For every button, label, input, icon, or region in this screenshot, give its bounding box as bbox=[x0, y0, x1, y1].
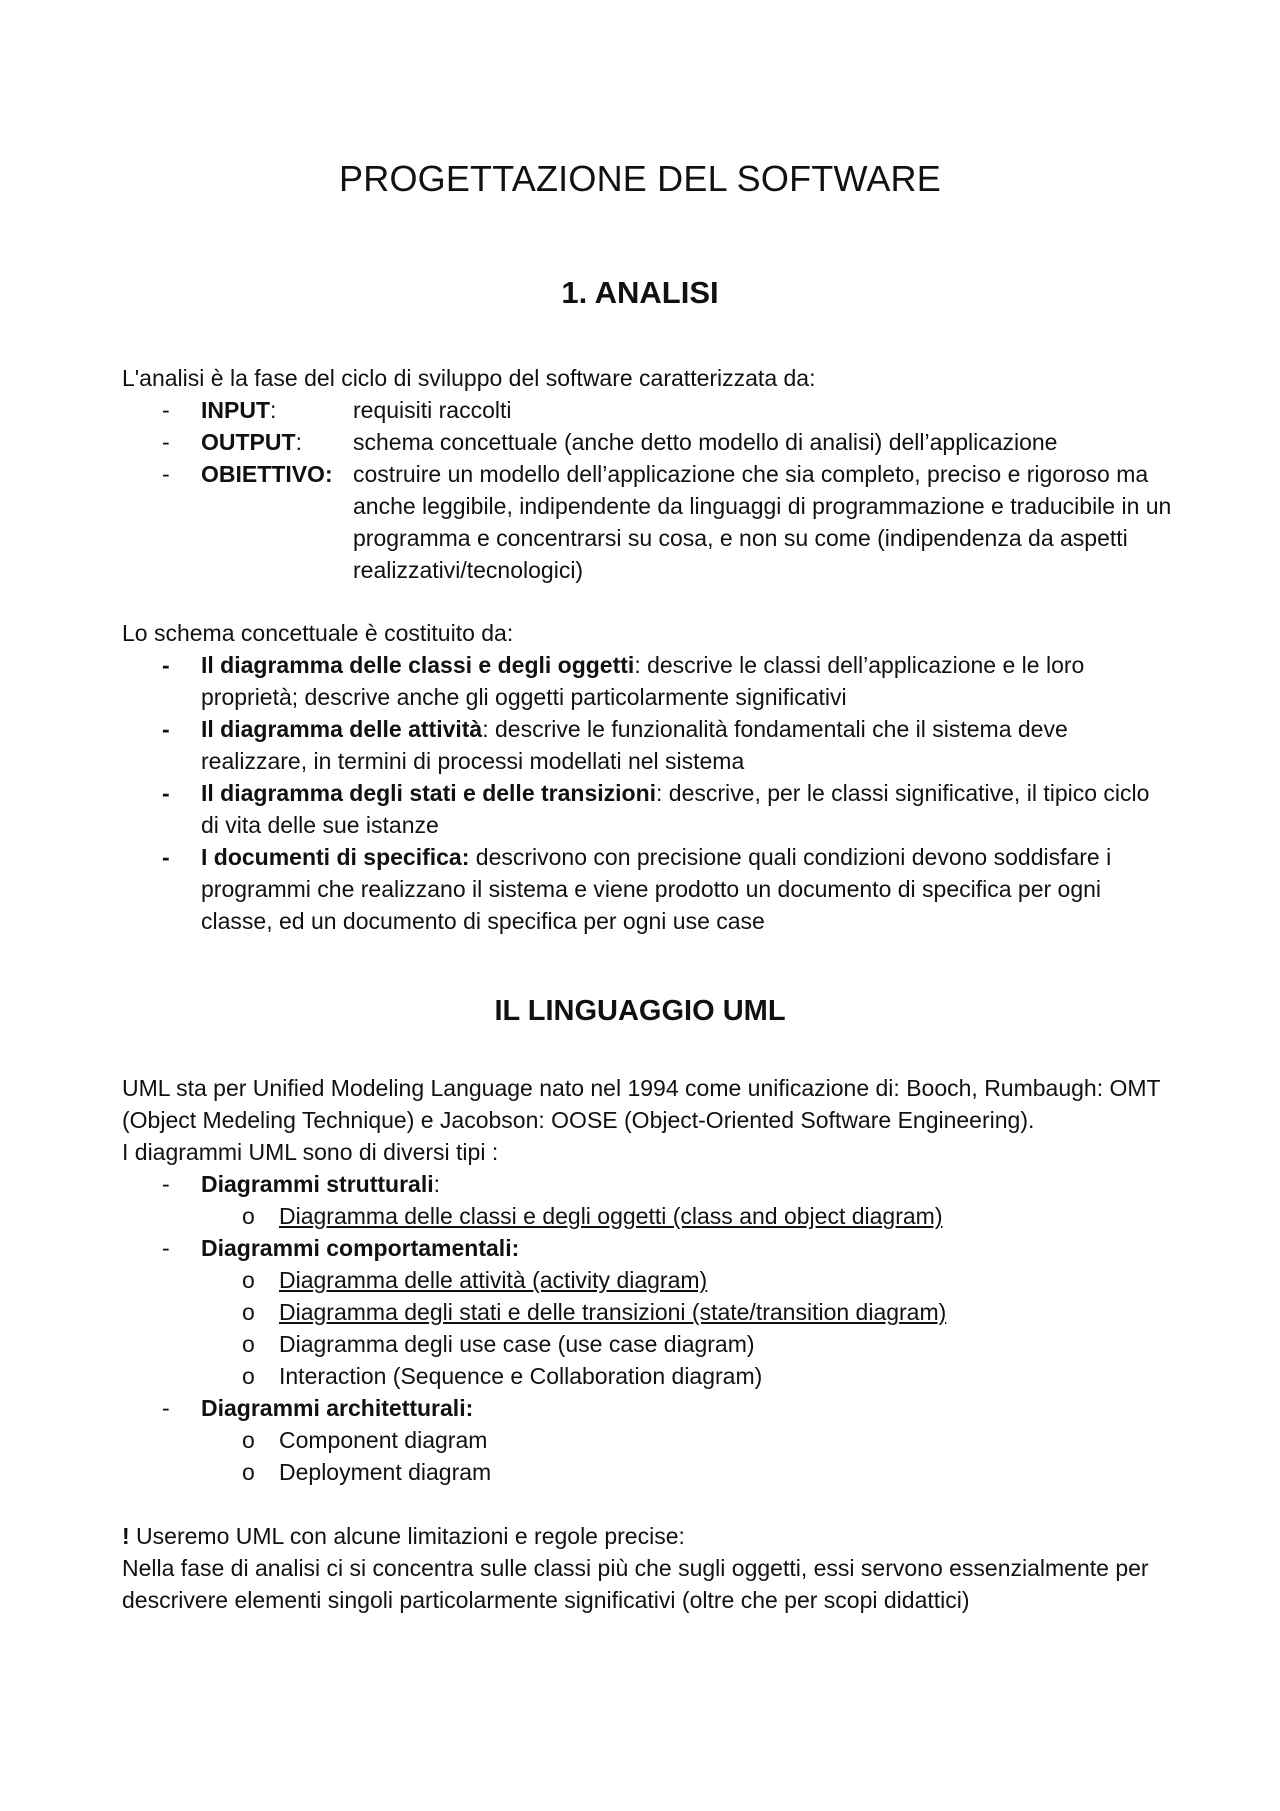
document-title: PROGETTAZIONE DEL SOFTWARE bbox=[339, 158, 941, 199]
uml-closing: Nella fase di analisi ci si concentra sulle classi più che sugli oggetti, essi servono essenzialmente per descrivere elementi singoli particolarmente significativi (oltre che per scopi didattici) bbox=[122, 1555, 1149, 1613]
uml-subitem: o Component diagram bbox=[122, 1424, 1172, 1456]
analisi-item-output: - OUTPUT: schema concettuale (anche detto modello di analisi) dell’applicazione bbox=[122, 426, 1172, 458]
exclamation-mark: ! bbox=[122, 1523, 130, 1549]
list-dash: - bbox=[162, 1171, 170, 1197]
item-value: costruire un modello dell’applicazione che sia completo, preciso e rigoroso ma anche leggibile, indipendente da linguaggi di programmazione e traducibile in un programma e concentrarsi su cosa, e non su come (indipendenza da aspetti realizzativi/tecnologici) bbox=[353, 461, 1172, 583]
list-dash: - bbox=[162, 716, 170, 742]
list-circle: o bbox=[242, 1363, 255, 1389]
uml-group-strutturali: - Diagrammi strutturali: bbox=[122, 1168, 1172, 1200]
schema-item: - I documenti di specifica: descrivono con precisione quali condizioni devono soddisfare i programmi che realizzano il sistema e viene prodotto un documento di specifica per ogni classe, ed un documento di specifica per ogni use case bbox=[122, 841, 1172, 937]
list-circle: o bbox=[242, 1203, 255, 1229]
uml-group-comportamentali: - Diagrammi comportamentali: bbox=[122, 1232, 1172, 1264]
list-circle: o bbox=[242, 1267, 255, 1293]
item-value: schema concettuale (anche detto modello di analisi) dell’applicazione bbox=[353, 429, 1058, 455]
schema-item: - Il diagramma delle attività: descrive le funzionalità fondamentali che il sistema deve realizzare, in termini di processi modellati nel sistema bbox=[122, 713, 1172, 777]
analisi-intro: L'analisi è la fase del ciclo di sviluppo del software caratterizzata da: bbox=[122, 365, 816, 391]
schema-item: - Il diagramma delle classi e degli oggetti: descrive le classi dell’applicazione e le loro proprietà; descrive anche gli oggetti particolarmente significativi bbox=[122, 649, 1172, 713]
list-dash: - bbox=[162, 780, 170, 806]
item-value: requisiti raccolti bbox=[353, 397, 512, 423]
schema-intro: Lo schema concettuale è costituito da: bbox=[122, 620, 514, 646]
analisi-item-input: - INPUT: requisiti raccolti bbox=[122, 394, 1172, 426]
list-circle: o bbox=[242, 1299, 255, 1325]
section-heading-analisi: 1. ANALISI bbox=[561, 275, 719, 310]
uml-paragraph: UML sta per Unified Modeling Language nato nel 1994 come unificazione di: Booch, Rumbaugh: OMT (Object Medeling Technique) e Jacobson: OOSE (Object-Oriented Software Engineering). bbox=[122, 1075, 1161, 1133]
list-dash: - bbox=[162, 844, 170, 870]
item-key: INPUT bbox=[201, 397, 270, 423]
list-dash: - bbox=[162, 397, 170, 423]
uml-subitem: o Diagramma degli use case (use case diagram) bbox=[122, 1328, 1172, 1360]
item-key: OUTPUT bbox=[201, 429, 296, 455]
list-dash: - bbox=[162, 429, 170, 455]
uml-group-architetturali: - Diagrammi architetturali: bbox=[122, 1392, 1172, 1424]
uml-subitem: o Diagramma delle attività (activity diagram) bbox=[122, 1264, 1172, 1296]
analisi-item-obiettivo: - OBIETTIVO: costruire un modello dell’applicazione che sia completo, preciso e rigoroso ma anche leggibile, indipendente da linguaggi di programmazione e traducibile in un programma e concentrarsi su cosa, e non su come (indipendenza da aspetti realizzativi/tecnologici) bbox=[122, 458, 1172, 586]
list-circle: o bbox=[242, 1459, 255, 1485]
uml-note: ! Useremo UML con alcune limitazioni e regole precise: bbox=[122, 1523, 685, 1549]
schema-item: - Il diagramma degli stati e delle transizioni: descrive, per le classi significative, il tipico ciclo di vita delle sue istanze bbox=[122, 777, 1172, 841]
list-circle: o bbox=[242, 1331, 255, 1357]
uml-subitem: o Interaction (Sequence e Collaboration diagram) bbox=[122, 1360, 1172, 1392]
uml-subitem: o Diagramma delle classi e degli oggetti (class and object diagram) bbox=[122, 1200, 1172, 1232]
list-dash: - bbox=[162, 1395, 170, 1421]
list-dash: - bbox=[162, 652, 170, 678]
uml-section bbox=[122, 1072, 1172, 1616]
item-key: OBIETTIVO bbox=[201, 461, 325, 487]
list-dash: - bbox=[162, 1235, 170, 1261]
analisi-section bbox=[122, 362, 1172, 586]
uml-subitem: o Diagramma degli stati e delle transizioni (state/transition diagram) bbox=[122, 1296, 1172, 1328]
list-circle: o bbox=[242, 1427, 255, 1453]
section-heading-uml: IL LINGUAGGIO UML bbox=[494, 995, 786, 1027]
list-dash: - bbox=[162, 461, 170, 487]
uml-subitem: o Deployment diagram bbox=[122, 1456, 1172, 1488]
uml-paragraph: I diagrammi UML sono di diversi tipi : bbox=[122, 1139, 499, 1165]
schema-section bbox=[122, 617, 1172, 937]
